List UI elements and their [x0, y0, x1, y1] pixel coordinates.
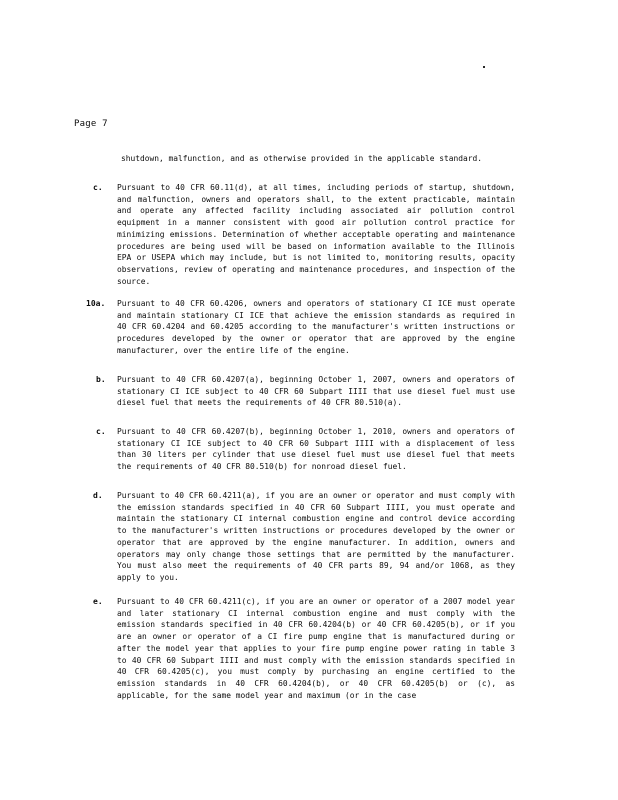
paragraph-marker: e. — [93, 597, 103, 606]
paragraph-text: Pursuant to 40 CFR 60.4207(a), beginning October 1, 2007, owners and operators of stationary CI ICE subject to 40 CFR 60 Subpart IIII that use diesel fuel must use diesel fuel that meets the requirements of 40 CFR 80.510(a). — [117, 375, 515, 408]
continuation-paragraph: shutdown, malfunction, and as otherwise provided in the applicable standard. — [121, 154, 483, 163]
paragraph-text: Pursuant to 40 CFR 60.4207(b), beginning October 1, 2010, owners and operators of stationary CI ICE subject to 40 CFR 60 Subpart IIII with a displacement of less than 30 liters per cylinder that use diesel fuel must use diesel fuel that meets the requirements of 40 CFR 80.510(b) for nonroad diesel fuel. — [117, 427, 515, 472]
paragraph-marker: b. — [96, 375, 106, 384]
page-number: Page 7 — [74, 119, 108, 129]
paragraph-marker: d. — [93, 491, 103, 500]
paragraph-text: Pursuant to 40 CFR 60.11(d), at all times, including periods of startup, shutdown, and malfunction, owners and operators shall, to the extent practicable, maintain and operate any affected facility including associated air pollution control equipment in a manner consistent with good air pollution control practice for minimizing emissions. Determination of whether acceptable operating and maintenance procedures are being used will be based on information available to the Illinois EPA or USEPA which may include, but is not limited to, monitoring results, opacity observations, review of operating and maintenance procedures, and inspection of the source. — [117, 183, 515, 286]
scan-speck — [483, 66, 485, 68]
paragraph-text: Pursuant to 40 CFR 60.4206, owners and operators of stationary CI ICE must operate and maintain stationary CI ICE that achieve the emission standards as required in 40 CFR 60.4204 and 60.4205 according to the manufacturer's written instructions or procedures developed by the owner or operator that are approved by the engine manufacturer, over the entire life of the engine. — [117, 299, 515, 355]
paragraph-marker: c. — [96, 427, 106, 436]
paragraph-marker: 10a. — [86, 299, 106, 308]
paragraph-marker: c. — [93, 183, 103, 192]
paragraph-text: Pursuant to 40 CFR 60.4211(a), if you are an owner or operator and must comply with the emission standards specified in 40 CFR 60 Subpart IIII, you must operate and maintain the stationary CI internal combustion engine and control device according to the manufacturer's written instructions or procedures developed by the owner or operator that are approved by the engine manufacturer. In addition, owners and operators may only change those settings that are permitted by the manufacturer. You must also meet the requirements of 40 CFR parts 89, 94 and/or 1068, as they apply to you. — [117, 491, 515, 582]
paragraph-text: Pursuant to 40 CFR 60.4211(c), if you are an owner or operator of a 2007 model year and later stationary CI internal combustion engine and must comply with the emission standards specified in 40 CFR 60.4204(b) or 40 CFR 60.4205(b), or if you are an owner or operator of a CI fire pump engine that is manufactured during or after the model year that applies to your fire pump engine power rating in table 3 to 40 CFR 60 Subpart IIII and must comply with the emission standards specified in 40 CFR 60.4205(c), you must comply by purchasing an engine certified to the emission standards in 40 CFR 60.4204(b), or 40 CFR 60.4205(b) or (c), as applicable, for the same model year and maximum (or in the case — [117, 597, 515, 700]
